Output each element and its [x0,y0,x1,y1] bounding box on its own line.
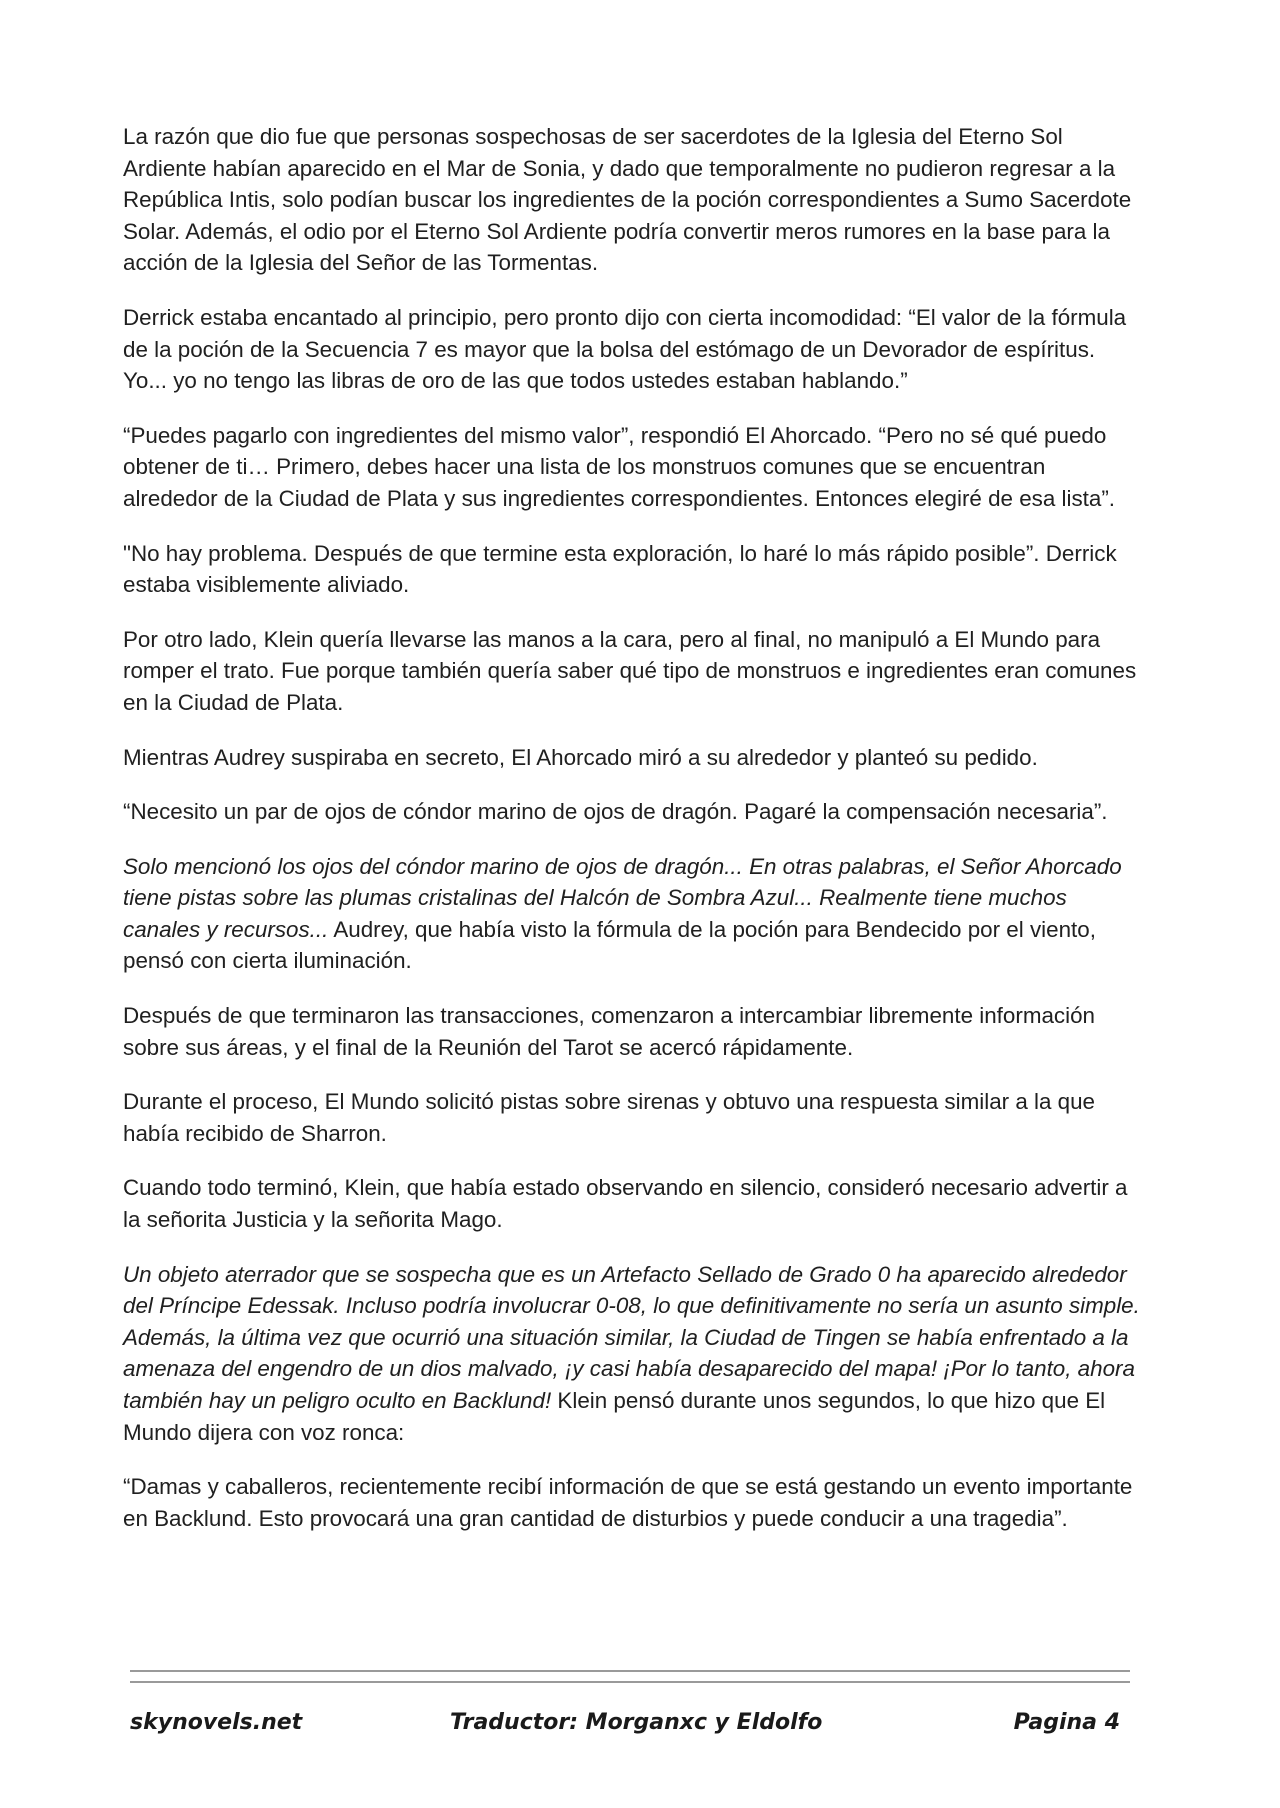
paragraph [123,121,1143,279]
paragraph [123,1259,1143,1449]
text-run: Derrick estaba encantado al principio, pero pronto dijo con cierta incomodidad: “El valor de la fórmula de la poción de la Secuencia 7 es mayor que la bolsa del estómago de un Devorador de espíritus. Yo... yo no tengo las libras de oro de las que todos ustedes estaban hablando.” [123,304,1127,394]
footer-rule-top [130,1670,1130,1672]
text-run: “Damas y caballeros, recientemente recibí información de que se está gestando un evento importante en Backlund. Esto provocará una gran cantidad de disturbios y puede conducir a una tragedia”. [123,1474,1133,1531]
paragraph [123,420,1143,515]
page-body [123,121,1143,1557]
paragraph [123,796,1143,828]
paragraph [123,851,1143,977]
text-run: Mientras Audrey suspiraba en secreto, El Ahorcado miró a su alrededor y planteó su pedido. [123,744,1038,770]
paragraph [123,742,1143,774]
text-run: Después de que terminaron las transacciones, comenzaron a intercambiar libremente información sobre sus áreas, y el final de la Reunión del Tarot se acercó rápidamente. [123,1003,1095,1060]
text-run: Por otro lado, Klein quería llevarse las manos a la cara, pero al final, no manipuló a El Mundo para romper el trato. Fue porque también quería saber qué tipo de monstruos e ingredientes eran comunes en la Ciudad de Plata. [123,626,1137,715]
text-run: "No hay problema. Después de que termine esta exploración, lo haré lo más rápido posible”. Derrick estaba visiblemente aliviado. [123,540,1117,598]
paragraph [123,1172,1143,1235]
text-run: “Puedes pagarlo con ingredientes del mismo valor”, respondió El Ahorcado. “Pero no sé qué puedo obtener de ti… Primero, debes hacer una lista de los monstruos comunes que se encuentran alrededor de la Ciudad de Plata y sus ingredientes correspondientes. Entonces elegiré de esa lista”. [123,422,1116,511]
text-run: La razón que dio fue que personas sospechosas de ser sacerdotes de la Iglesia del Eterno Sol Ardiente habían aparecido en el Mar de Sonia, y dado que temporalmente no pudieron regresar a la República Intis, solo podían buscar los ingredientes de la poción correspondientes a Sumo Sacerdote Solar. Además, el odio por el Eterno Sol Ardiente podría convertir meros rumores en la base para la acción de la Iglesia del Señor de las Tormentas. [123,124,1132,276]
text-run: Klein pensó durante unos segundos, lo que hizo que El Mundo dijera con voz ronca: [123,1388,1106,1445]
footer-rule-bottom [130,1681,1130,1683]
footer-page-number: Pagina 4 [1013,1710,1120,1735]
paragraph [123,538,1143,601]
italic-text: Solo mencionó los ojos del cóndor marino de ojos de dragón... En otras palabras, el Señor Ahorcado tiene pistas sobre las plumas cristalinas del Halcón de Sombra Azul... Realmente tiene muchos canales y recursos... [123,853,1122,942]
paragraph [123,1471,1143,1534]
footer-translator: Traductor: Morganxc y Eldolfo [450,1710,823,1735]
text-run: Cuando todo terminó, Klein, que había estado observando en silencio, consideró necesario advertir a la señorita Justicia y la señorita Mago. [123,1175,1128,1233]
paragraph [123,1086,1143,1149]
text-run: “Necesito un par de ojos de cóndor marino de ojos de dragón. Pagaré la compensación necesaria”. [123,799,1108,825]
paragraph [123,302,1143,397]
page-footer [130,1710,1130,1750]
paragraph [123,624,1143,719]
text-run: Durante el proceso, El Mundo solicitó pistas sobre sirenas y obtuvo una respuesta similar a la que había recibido de Sharron. [123,1089,1096,1146]
footer-site: skynovels.net [130,1710,303,1735]
text-run: Audrey, que había visto la fórmula de la poción para Bendecido por el viento, pensó con cierta iluminación. [123,916,1096,974]
paragraph [123,1000,1143,1063]
italic-text: Un objeto aterrador que se sospecha que es un Artefacto Sellado de Grado 0 ha aparecido alrededor del Príncipe Edessak. Incluso podría involucrar 0-08, lo que definitivamente no sería un asunto simple. Además, la última vez que ocurrió una situación similar, la Ciudad de Tingen se había enfrentado a la amenaza del engendro de un dios malvado, ¡y casi había desaparecido del mapa! ¡Por lo tanto, ahora también hay un peligro oculto en Backlund! [123,1261,1140,1413]
